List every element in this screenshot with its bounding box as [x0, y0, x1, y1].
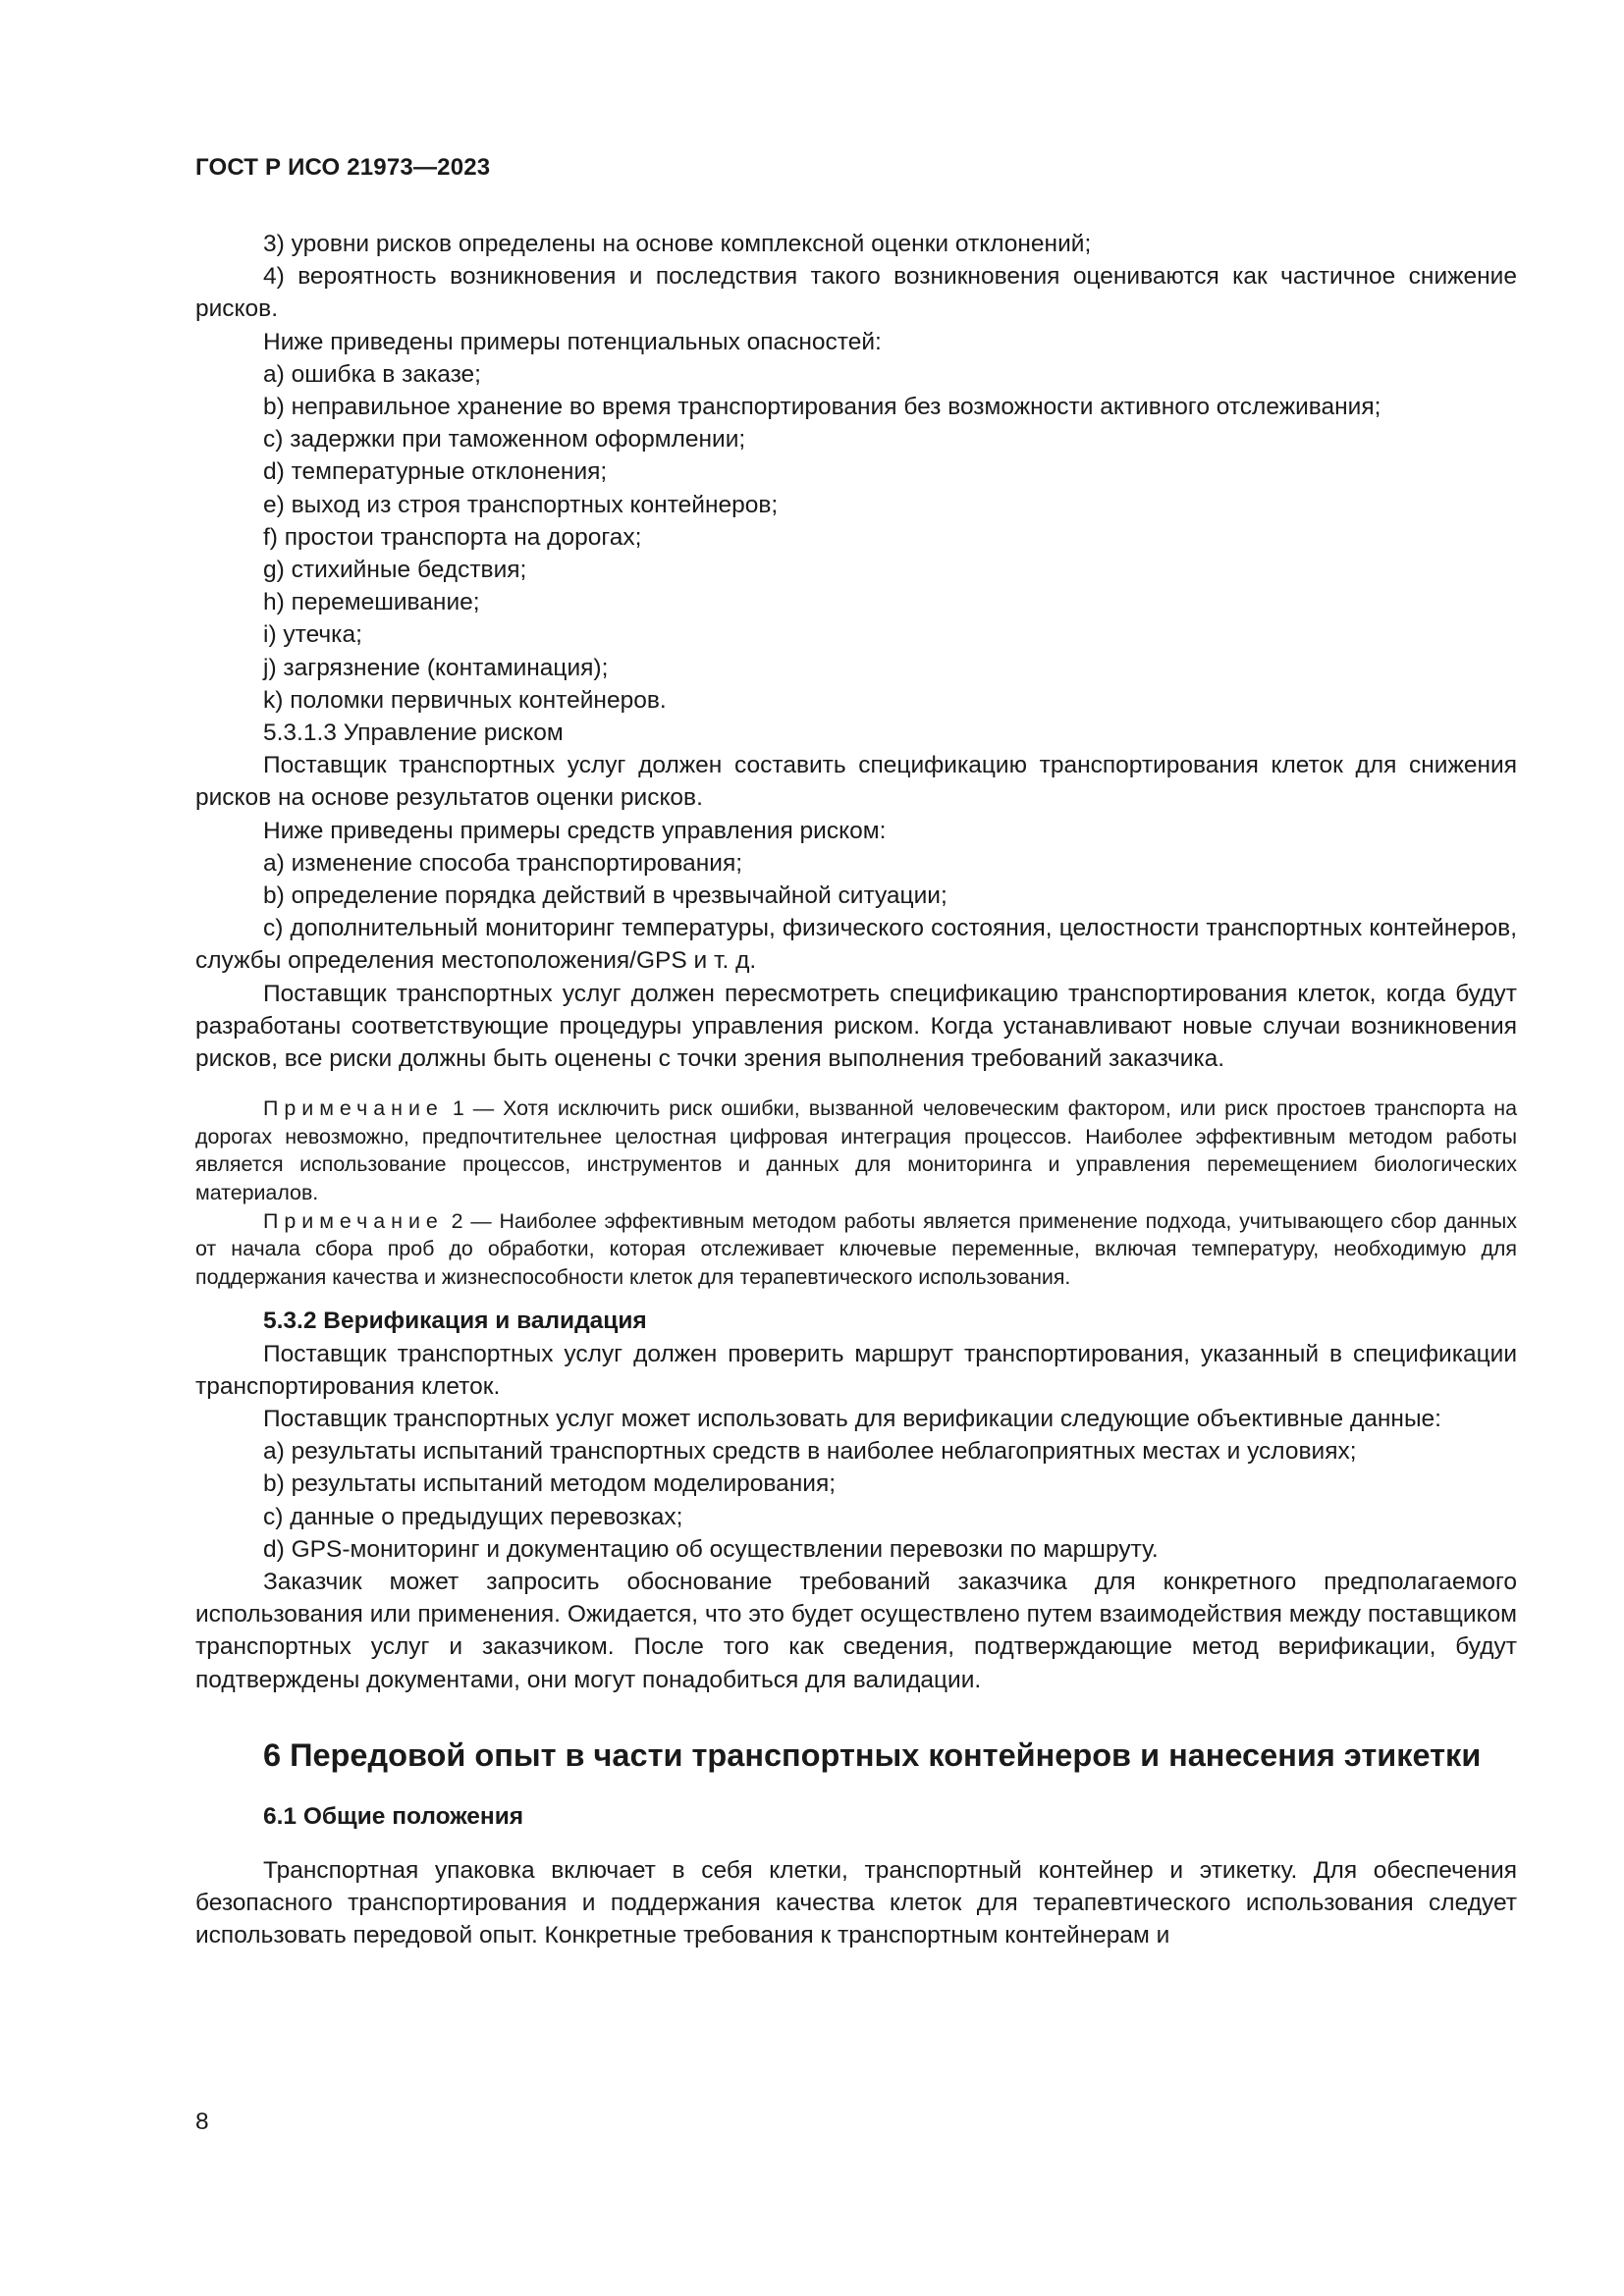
list-item: c) задержки при таможенном оформлении;: [263, 426, 746, 454]
list-item: f) простои транспорта на дорогах;: [263, 523, 642, 551]
page-number: 8: [195, 2109, 209, 2135]
list-item: d) GPS-мониторинг и документацию об осуществлении перевозки по маршруту.: [263, 1535, 1159, 1563]
list-item: 3) уровни рисков определены на основе комплексной оценки отклонений;: [263, 231, 1092, 257]
section-heading-6: 6 Передовой опыт в части транспортных контейнеров и нанесения этикетки: [263, 1736, 1482, 1773]
note-text: — Хотя исключить риск ошибки, вызванной человеческим фактором, или риск простоев транспорта на дорогах невозможно, предпочтительнее целостная цифровая интеграция процессов. Наиболее эффективным методом работы является использование процессов, инструментов и данных для мониторинга и управления перемещением биологических материалов.: [195, 1096, 1518, 1205]
clause-heading-53113: 5.3.1.3 Управление риском: [263, 720, 564, 747]
note-label: Примечание: [263, 1208, 444, 1233]
list-item: c) данные о предыдущих перевозках;: [263, 1503, 683, 1530]
list-item: h) перемешивание;: [263, 589, 480, 616]
note-1: [195, 1095, 1517, 1206]
note-2: [195, 1207, 1517, 1292]
paragraph: Заказчик может запросить обоснование требований заказчика для конкретного предполагаемого использования или применения. Ожидается, что это будет осуществлено путем взаимодействия между поставщиком транспортных услуг и заказчиком. После того как сведения, подтверждающие метод верификации, будут подтверждены документами, они могут понадобиться для валидации.: [195, 1569, 1517, 1693]
list-item: g) стихийные бедствия;: [263, 557, 527, 584]
list-item: k) поломки первичных контейнеров.: [263, 686, 667, 714]
paragraph: Ниже приведены примеры средств управления риском:: [263, 817, 887, 844]
list-item: a) результаты испытаний транспортных средств в наиболее неблагоприятных местах и условиях;: [263, 1438, 1357, 1466]
list-item: d) температурные отклонения;: [263, 458, 608, 486]
document-standard-header: ГОСТ Р ИСО 21973—2023: [195, 154, 491, 181]
section-heading-61: 6.1 Общие положения: [263, 1802, 524, 1830]
list-item: i) утечка;: [263, 621, 362, 649]
list-item: b) неправильное хранение во время транспортирования без возможности активного отслеживания;: [263, 394, 1381, 421]
note-label: Примечание: [263, 1096, 444, 1121]
note-number: 2: [451, 1208, 463, 1233]
list-item: j) загрязнение (контаминация);: [263, 654, 609, 681]
list-item: c) дополнительный мониторинг температуры, физического состояния, целостности транспортных контейнеров, службы определения местоположения/GPS и т. д.: [195, 915, 1517, 975]
note-text: — Наиболее эффективным методом работы является применение подхода, учитывающего сбор данных от начала сбора проб до обработки, которая отслеживает ключевые переменные, включая температуру, необходимую для поддержания качества и жизнеспособности клеток для терапевтического использования.: [195, 1208, 1517, 1289]
list-item: e) выход из строя транспортных контейнеров;: [263, 491, 779, 518]
list-item: a) ошибка в заказе;: [263, 360, 481, 388]
paragraph: Поставщик транспортных услуг должен составить спецификацию транспортирования клеток для снижения рисков на основе результатов оценки рисков.: [195, 752, 1517, 812]
paragraph: Транспортная упаковка включает в себя клетки, транспортный контейнер и этикетку. Для обеспечения безопасного транспортирования и поддержания качества клеток для терапевтического использования следует использовать передовой опыт. Конкретные требования к транспортным контейнерам и: [195, 1857, 1517, 1949]
list-item: a) изменение способа транспортирования;: [263, 849, 743, 877]
note-number: 1: [452, 1096, 464, 1121]
list-item: 4) вероятность возникновения и последствия такого возникновения оцениваются как частичное снижение рисков.: [195, 263, 1517, 323]
list-item: b) определение порядка действий в чрезвычайной ситуации;: [263, 882, 947, 910]
document-body: [195, 228, 1517, 1952]
paragraph: Ниже приведены примеры потенциальных опасностей:: [263, 328, 882, 355]
list-item: b) результаты испытаний методом моделирования;: [263, 1470, 837, 1498]
paragraph: Поставщик транспортных услуг должен проверить маршрут транспортирования, указанный в спецификации транспортирования клеток.: [195, 1340, 1517, 1400]
paragraph: Поставщик транспортных услуг должен пересмотреть спецификацию транспортирования клеток, когда будут разработаны соответствующие процедуры управления риском. Когда устанавливают новые случаи возникновения рисков, все риски должны быть оценены с точки зрения выполнения требований заказчика.: [195, 980, 1517, 1073]
section-heading-532: 5.3.2 Верификация и валидация: [263, 1308, 647, 1335]
paragraph: Поставщик транспортных услуг может использовать для верификации следующие объективные данные:: [263, 1406, 1441, 1433]
